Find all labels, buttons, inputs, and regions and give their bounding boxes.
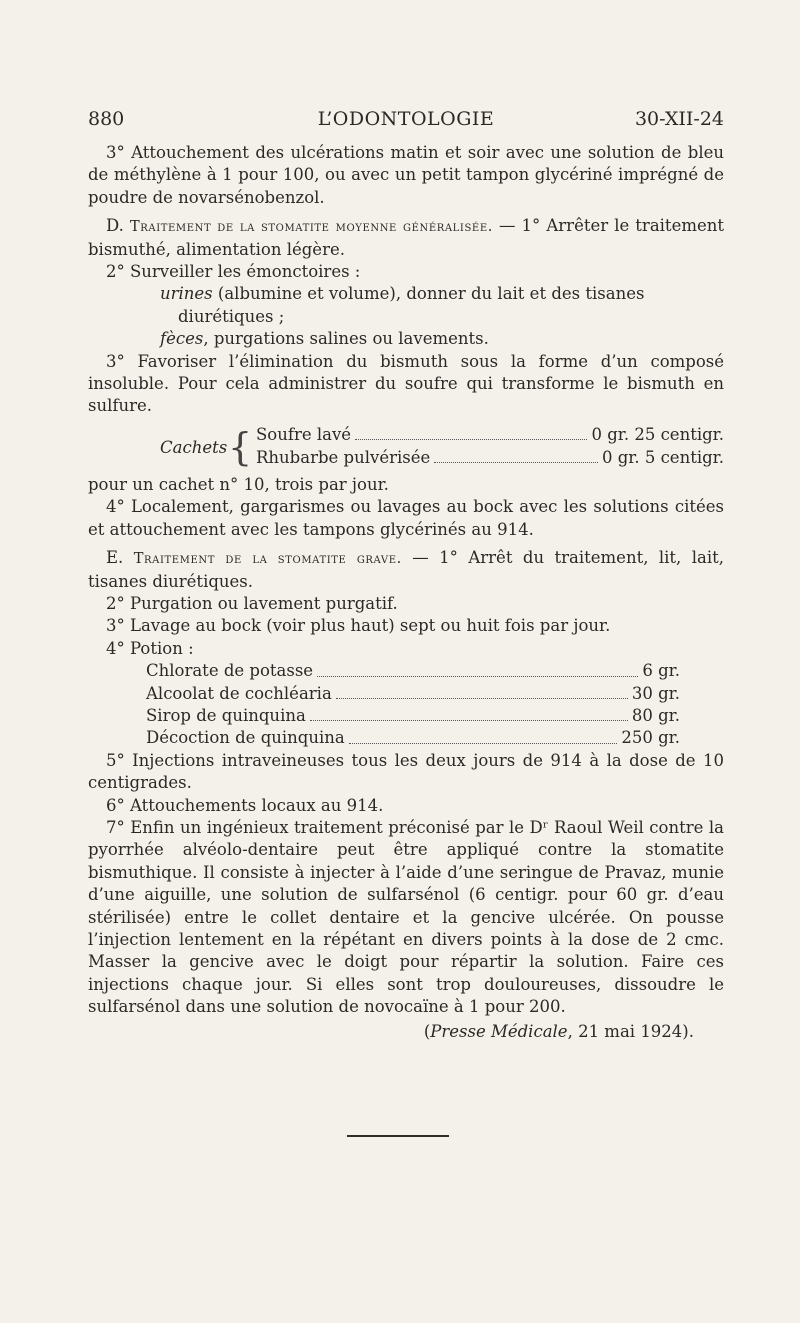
feces-label: fèces [160, 329, 204, 349]
cachet-note: pour un cachet n° 10, trois par jour. [88, 474, 389, 494]
section-d-item-4: 4° Localement, gargarismes ou lavages au bock avec les solutions citées et attouchement avec les tampons glycérinés au 914. [88, 497, 724, 539]
ingredient-dose: 6 gr. [642, 661, 680, 681]
potion-row [146, 683, 680, 705]
paragraph-3-attouchement: 3° Attouchement des ulcérations matin et soir avec une solution de bleu de méthylène à 1 pour 100, ou avec un petit tampon glycériné imprégné de poudre de novarsénobenzol. [88, 143, 724, 207]
section-e-letter: E. [106, 548, 124, 568]
section-d-letter: D. [106, 216, 124, 236]
potion-row [146, 727, 680, 749]
potion-row [146, 705, 680, 727]
leader-dots [349, 727, 618, 743]
section-e-item-3: 3° Lavage au bock (voir plus haut) sept ou huit fois par jour. [106, 616, 611, 636]
section-d-text: — 1° Arrêter le traitement bismuthé, alimentation légère. [88, 216, 724, 259]
reference-date: , 21 mai 1924). [567, 1021, 694, 1041]
section-d-title: Traitement de la stomatite moyenne généralisée. [129, 219, 493, 236]
ingredient-name: Alcoolat de cochléaria [146, 683, 332, 703]
section-d [88, 215, 724, 261]
section-e [88, 547, 724, 593]
feces-text: , purgations salines ou lavements. [203, 329, 489, 349]
end-rule [347, 1135, 449, 1137]
leader-dots [336, 683, 628, 699]
ingredient-name: Chlorate de potasse [146, 661, 314, 681]
urines-label: urines [160, 284, 213, 304]
urines-text: (albumine et volume), donner du lait et des tisanes [212, 284, 645, 304]
running-header [88, 108, 724, 138]
section-e-item-6: 6° Attouchements locaux au 914. [106, 795, 384, 815]
section-d-item-3: 3° Favoriser l’élimination du bismuth sous la forme d’un composé insoluble. Pour cela administrer du soufre qui transforme le bismuth en sulfure. [88, 351, 724, 416]
leader-dots [310, 705, 628, 721]
section-e-item-5: 5° Injections intraveineuses tous les deux jours de 914 à la dose de 10 centigrades. [88, 750, 724, 793]
ingredient-name: Sirop de quinquina [146, 705, 306, 725]
ingredient-dose: 30 gr. [631, 683, 680, 703]
leader-dots [355, 424, 587, 440]
brace-icon: { [228, 424, 253, 469]
ingredient-name: Décoction de quinquina [146, 728, 345, 748]
section-e-text: — 1° Arrêt du traitement, lit, lait, tisanes diurétiques. [88, 548, 725, 591]
reference-source: Presse Médicale [430, 1021, 568, 1041]
cachets-label: Cachets [160, 437, 228, 457]
ingredient-dose: 80 gr. [631, 705, 680, 725]
cachets-prescription [88, 424, 724, 472]
page-number: 880 [88, 108, 125, 130]
cachets-item [256, 447, 724, 469]
source-reference: (Presse Médicale, 21 mai 1924). [423, 1021, 694, 1041]
ingredient-dose: 0 gr. 25 centigr. [591, 424, 724, 444]
journal-title: L’ODONTOLOGIE [317, 108, 495, 130]
cachets-item [256, 424, 724, 446]
issue-date: 30-XII-24 [634, 108, 724, 130]
section-d-item-2: 2° Surveiller les émonctoires : [106, 262, 361, 282]
page-body [88, 142, 724, 1043]
ingredient-name: Rhubarbe pulvérisée [256, 447, 431, 467]
potion-row [146, 660, 680, 682]
ingredient-dose: 250 gr. [621, 728, 680, 748]
section-e-item-2: 2° Purgation ou lavement purgatif. [106, 593, 398, 613]
section-e-item-4: 4° Potion : [106, 638, 194, 658]
urines-continuation: diurétiques ; [178, 306, 285, 326]
ingredient-name: Soufre lavé [256, 424, 352, 444]
leader-dots [434, 447, 598, 463]
section-e-title: Traitement de la stomatite grave. [133, 551, 402, 568]
ingredient-dose: 0 gr. 5 centigr. [601, 447, 724, 467]
feces-line [88, 328, 724, 350]
section-e-item-7: 7° Enfin un ingénieux traitement préconisé par le Dʳ Raoul Weil contre la pyorrhée alvéolo-dentaire peut être appliqué contre la stomatite bismuthique. Il consiste à injecter à l’aide d’une seringue de Pravaz, munie d’une aiguille, une solution de sulfarsénol (6 centigr. pour 60 gr. d’eau stérilisée) entre le collet dentaire et la gencive ulcérée. On pousse l’injection lentement en la répétant en divers points à la dose de 2 cmc. Masser la gencive avec le doigt pour répartir la solution. Faire ces injections chaque jour. Si elles sont trop douloureuses, dissoudre le sulfarsénol dans une solution de novocaïne à 1 pour 200. [88, 817, 724, 1017]
potion-table [146, 660, 680, 750]
leader-dots [317, 660, 638, 676]
urines-line [88, 283, 724, 305]
